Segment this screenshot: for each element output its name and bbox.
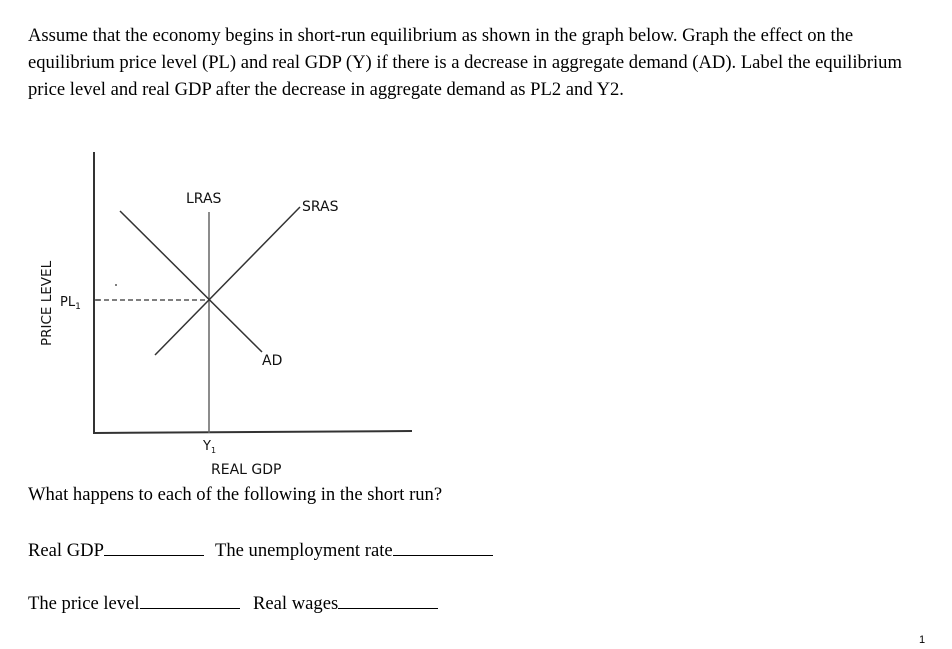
y1-label: [202, 439, 216, 455]
price-level-label: The price level: [28, 593, 140, 614]
real-gdp-item: [28, 539, 204, 562]
pl-subscript: 1: [75, 302, 81, 312]
y-axis-label: PRICE LEVEL: [39, 260, 55, 346]
sras-line: [155, 207, 300, 355]
lras-label: LRAS: [186, 191, 222, 207]
price-level-blank[interactable]: [140, 592, 240, 609]
ad-label: AD: [262, 353, 283, 369]
sras-label: SRAS: [302, 199, 339, 215]
question: What happens to each of the following in the short run?: [28, 484, 443, 505]
real-wages-label: Real wages: [253, 593, 339, 614]
x-axis-label: REAL GDP: [211, 462, 282, 478]
real-gdp-blank[interactable]: [104, 539, 204, 556]
unemployment-blank[interactable]: [393, 539, 493, 556]
equilibrium-dot: [115, 284, 117, 286]
pl1-label: [60, 295, 81, 312]
y-subscript: 1: [210, 446, 217, 455]
real-wages-item: [253, 592, 438, 615]
pl-label-text: PL: [60, 295, 76, 310]
ad-line: [120, 211, 262, 352]
real-wages-blank[interactable]: [338, 592, 438, 609]
page-number: 1: [919, 634, 926, 646]
unemployment-item: [215, 539, 493, 562]
price-level-item: [28, 592, 240, 615]
y-label-text: Y: [203, 439, 211, 454]
real-gdp-label: Real GDP: [28, 540, 104, 561]
x-axis: [94, 431, 412, 433]
unemployment-label: The unemployment rate: [215, 540, 393, 561]
instructions-text: Assume that the economy begins in short-run equilibrium as shown in the graph below. Graph the effect on the equilibrium price level (PL) and real GDP (Y) if there is a decrease in aggregate demand (AD). Label the equilibrium price level and real GDP after the decrease in aggregate demand as PL2 and Y2.: [28, 25, 902, 100]
